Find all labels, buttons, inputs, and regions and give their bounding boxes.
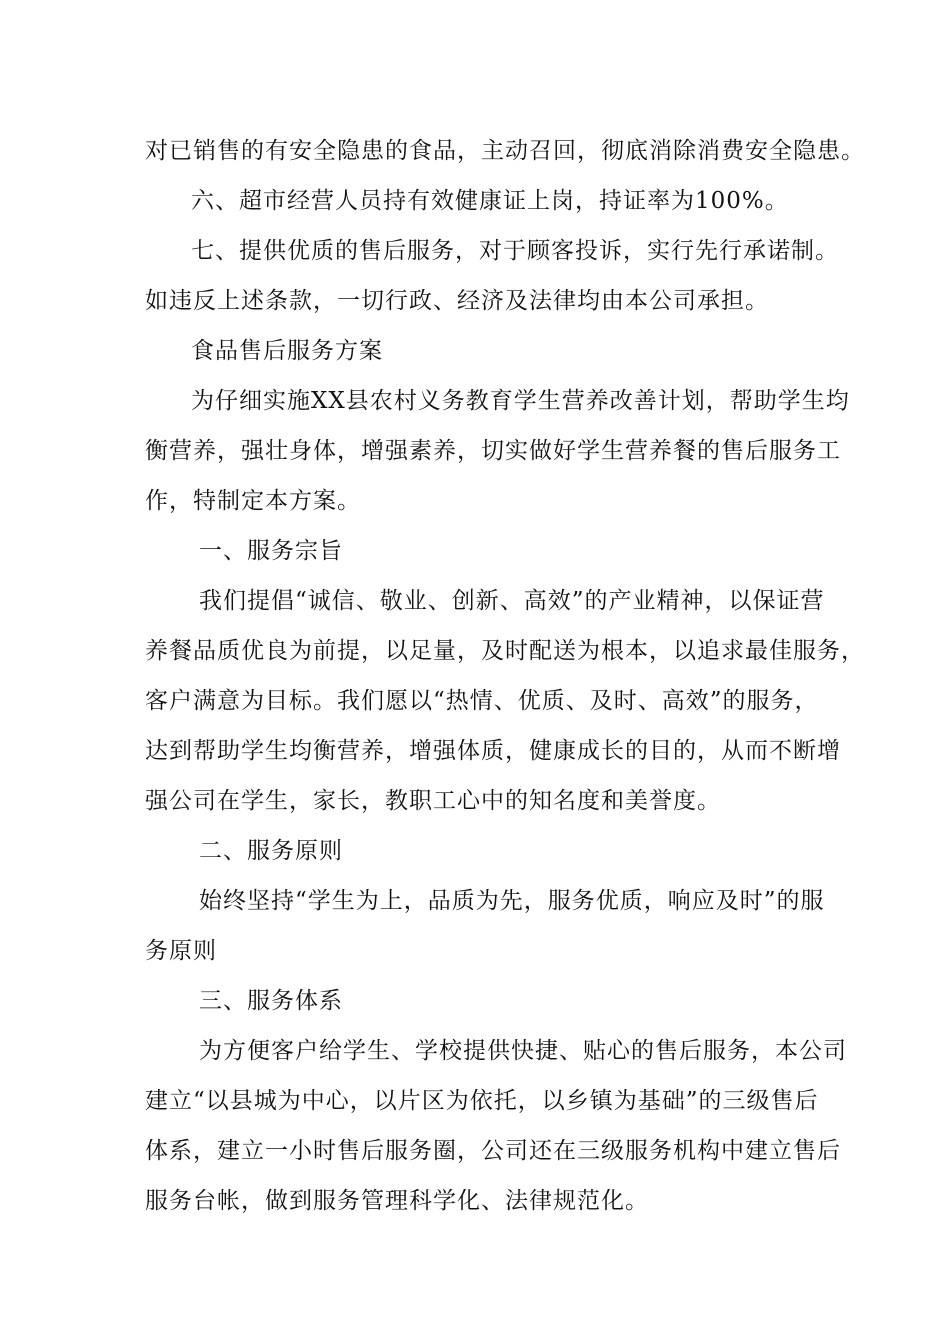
text-line: 为仔细实施XX县农村义务教育学生营养改善计划，帮助学生均: [191, 388, 850, 414]
text-line: 为方便客户给学生、学校提供快捷、贴心的售后服务，本公司: [199, 1038, 847, 1064]
text-line: 六、超市经营人员持有效健康证上岗，持证率为100%。: [191, 188, 789, 214]
section-heading: 二、服务原则: [199, 838, 343, 864]
text-line: 养餐品质优良为前提，以足量，及时配送为根本，以追求最佳服务，: [145, 638, 865, 664]
text-line: 达到帮助学生均衡营养，增强体质，健康成长的目的，从而不断增: [145, 738, 841, 764]
section-heading: 一、服务宗旨: [199, 538, 343, 564]
text-line: 服务台帐，做到服务管理科学化、法律规范化。: [145, 1188, 649, 1214]
text-line: 我们提倡“诚信、敬业、创新、高效”的产业精神，以保证营: [199, 588, 825, 614]
text-line: 作，特制定本方案。: [145, 488, 361, 514]
text-line: 如违反上述条款，一切行政、经济及法律均由本公司承担。: [145, 288, 769, 314]
section-heading: 食品售后服务方案: [191, 338, 383, 364]
text-line: 建立“以县城为中心，以片区为依托，以乡镇为基础”的三级售后: [145, 1088, 819, 1114]
text-line: 始终坚持“学生为上，品质为先，服务优质，响应及时”的服: [199, 888, 825, 914]
text-line: 强公司在学生，家长，教职工心中的知名度和美誉度。: [145, 788, 721, 814]
text-line: 客户满意为目标。我们愿以“热情、优质、及时、高效”的服务，: [145, 688, 819, 714]
text-line: 衡营养，强壮身体，增强素养，切实做好学生营养餐的售后服务工: [145, 438, 841, 464]
text-line: 对已销售的有安全隐患的食品，主动召回，彻底消除消费安全隐患。: [145, 138, 865, 164]
text-line: 七、提供优质的售后服务，对于顾客投诉，实行先行承诺制。: [191, 238, 839, 264]
section-heading: 三、服务体系: [199, 988, 343, 1014]
text-line: 务原则: [145, 938, 217, 964]
text-line: 体系，建立一小时售后服务圈，公司还在三级服务机构中建立售后: [145, 1138, 841, 1164]
